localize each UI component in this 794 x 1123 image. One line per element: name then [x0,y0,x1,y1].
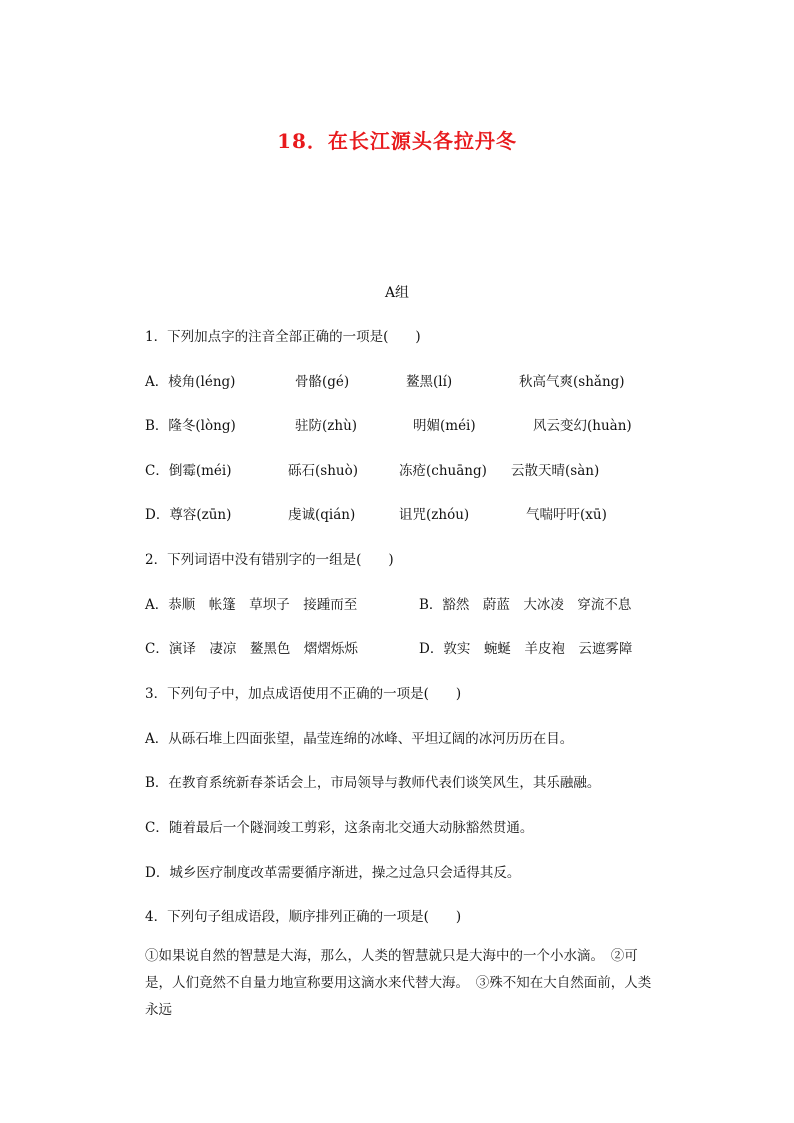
q1-option-d-item-3: 诅咒(zhóu) [399,507,470,523]
q3-option-c: C．随着最后一个隧洞竣工剪彩，这条南北交通大动脉豁然贯通。 [145,820,534,836]
question-4-stem: 4．下列句子组成语段，顺序排列正确的一项是( ) [145,909,462,925]
q1-option-b-item-4: 风云变幻(huàn) [533,418,632,434]
group-label: A组 [384,285,410,301]
q1-option-c-item-2: 砾石(shuò) [288,463,358,479]
q1-option-b-item-1: B．隆冬(lòng) [145,418,236,434]
q1-option-d-item-1: D．尊容(zūn) [145,507,232,523]
q1-option-b-item-3: 明媚(méi) [413,418,476,434]
q1-option-b-item-2: 驻防(zhù) [295,418,358,434]
question-2-stem: 2．下列词语中没有错别字的一组是( ) [145,552,394,568]
q1-option-c-item-3: 冻疮(chuāng) [399,463,487,479]
q1-option-a-item-1: A．棱角(léng) [145,374,236,390]
q2-option-c: C．演译 凄凉 鳌黑色 熠熠烁烁 [145,641,358,657]
q1-option-a-item-2: 骨骼(gé) [295,374,350,390]
q1-option-a-item-3: 鳌黑(lí) [406,374,453,390]
page-title: 18．在长江源头各拉丹冬 [277,129,517,153]
q1-option-a-item-4: 秋高气爽(shǎng) [519,374,625,390]
q1-option-d-item-4: 气喘吁吁(xū) [526,507,607,523]
q1-option-c-item-1: C．倒霉(méi) [145,463,232,479]
q2-option-b: B．豁然 蔚蓝 大冰凌 穿流不息 [419,597,632,613]
q2-option-a: A．恭顺 帐篷 草坝子 接踵而至 [145,597,358,613]
q4-passage: ①如果说自然的智慧是大海，那么，人类的智慧就只是大海中的一个小水滴。 ②可是，人们竟然不自量力地宣称要用这滴水来代替大海。 ③殊不知在大自然面前，人类永远 [145,948,652,1018]
q1-option-c-item-4: 云散天晴(sàn) [511,463,600,479]
q1-option-d-item-2: 虔诚(qián) [288,507,356,523]
q2-option-d: D．敦实 蜿蜒 羊皮袍 云遮雾障 [419,641,633,657]
question-1-stem: 1．下列加点字的注音全部正确的一项是( ) [145,329,421,345]
q3-option-a: A．从砾石堆上四面张望，晶莹连绵的冰峰、平坦辽阔的冰河历历在目。 [145,731,574,747]
question-3-stem: 3．下列句子中，加点成语使用不正确的一项是( ) [145,686,462,702]
q3-option-b: B．在教育系统新春茶话会上，市局领导与教师代表们谈笑风生，其乐融融。 [145,775,601,791]
q3-option-d: D．城乡医疗制度改革需要循序渐进，操之过急只会适得其反。 [145,865,521,881]
